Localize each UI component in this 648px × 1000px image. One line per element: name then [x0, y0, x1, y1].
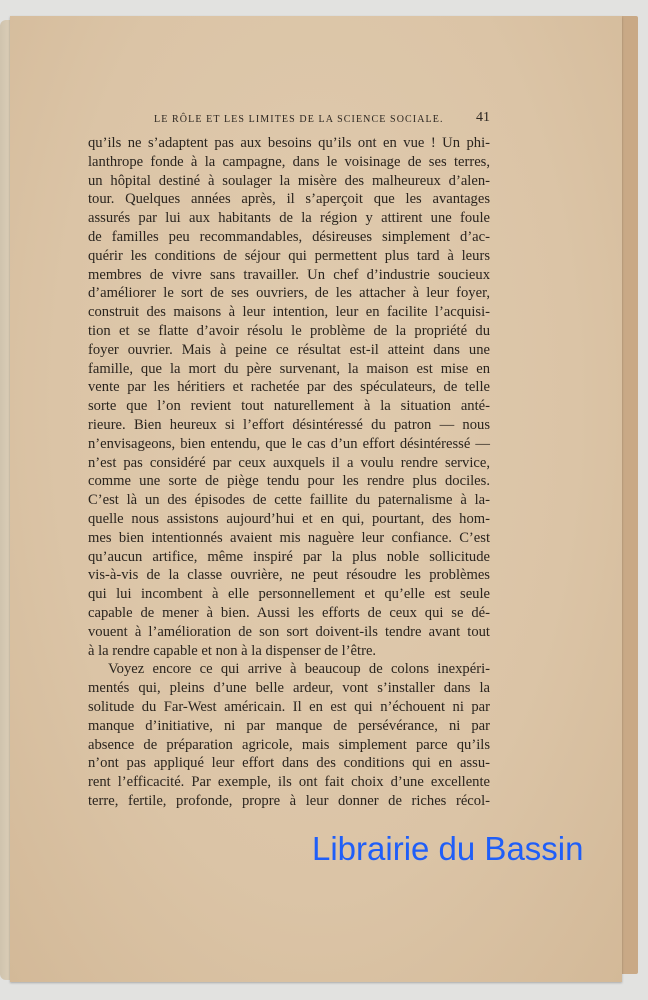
- text-line: n’ont pas appliqué leur effort dans des conditions qui en assu-: [88, 755, 490, 772]
- page-body-text: [88, 134, 490, 811]
- running-head-title: LE RÔLE ET LES LIMITES DE LA SCIENCE SOCIALE.: [154, 114, 444, 125]
- running-head: [88, 112, 490, 130]
- text-line: mentés qui, pleins d’une belle ardeur, vont s’installer dans la: [88, 680, 490, 697]
- text-line: lanthrope fonde à la campagne, dans le voisinage de ses terres,: [88, 153, 490, 170]
- text-line: rieure. Bien heureux si l’effort désintéressé du patron — nous: [88, 416, 490, 433]
- text-line: mes bien intentionnés avaient mis naguère leur confiance. C’est: [88, 529, 490, 546]
- text-line: n’envisageons, bien entendu, que le cas d’un effort désintéressé —: [88, 435, 490, 452]
- text-line: C’est là un des épisodes de cette faillite du paternalisme à la-: [88, 492, 490, 509]
- text-line: vis-à-vis de la classe ouvrière, ne peut résoudre les problèmes: [88, 567, 490, 584]
- text-line: capable de mener à bien. Aussi les efforts de ceux qui se dé-: [88, 604, 490, 621]
- text-line: famille, que la mort du père survenant, la maison est mise en: [88, 360, 490, 377]
- text-line: manque d’initiative, ni par manque de persévérance, ni par: [88, 717, 490, 734]
- text-line: foyer ouvrier. Mais à peine ce résultat est-il atteint dans une: [88, 341, 490, 358]
- text-line: n’est pas considéré par ceux auxquels il a voulu rendre service,: [88, 454, 490, 471]
- text-line: tion et se flatte d’avoir résolu le problème de la propriété du: [88, 322, 490, 339]
- text-line: assurés par lui aux habitants de la région y attirent une foule: [88, 210, 490, 227]
- text-line: quelle nous assistons aujourd’hui et en qui, pourtant, des hom-: [88, 510, 490, 527]
- text-line: à la rendre capable et non à la dispenser de l’être.: [88, 642, 377, 659]
- text-line: comme une sorte de piège tendu pour les rendre plus dociles.: [88, 473, 490, 490]
- page-number: 41: [476, 110, 490, 125]
- text-line: absence de préparation agricole, mais simplement parce qu’ils: [88, 736, 490, 753]
- text-line: qui lui incombent à elle personnellement et qu’elle est seule: [88, 586, 490, 603]
- text-line: qu’ils ne s’adaptent pas aux besoins qu’ils ont en vue ! Un phi-: [88, 135, 490, 151]
- text-line: solitude du Far-West américain. Il en est qui n’échouent ni par: [88, 698, 490, 715]
- text-line: Voyez encore ce qui arrive à beaucoup de colons inexpéri-: [108, 661, 490, 678]
- text-line: sorte que l’on revient tout naturellement à la situation anté-: [88, 398, 490, 415]
- text-line: construit des maisons à leur intention, leur en facilite l’acquisi-: [88, 304, 490, 321]
- text-line: rent l’efficacité. Par exemple, ils ont fait choix d’une excellente: [88, 774, 490, 791]
- text-line: de familles peu recommandables, désireuses simplement d’ac-: [88, 228, 490, 245]
- text-line: tour. Quelques années après, il s’aperçoit que les avantages: [88, 191, 490, 208]
- text-line: membres de vivre sans travailler. Un chef d’industrie soucieux: [88, 266, 490, 283]
- watermark: Librairie du Bassin: [312, 830, 584, 867]
- text-line: vente par les héritiers et rachetée par des spéculateurs, de telle: [88, 379, 490, 396]
- text-line: qu’aucun artifice, même inspiré par la plus noble sollicitude: [88, 548, 490, 565]
- text-line: quérir les conditions de séjour qui permettent plus tard à leurs: [88, 247, 490, 264]
- text-line: un hôpital destiné à soulager la misère des malheureux d’alen-: [88, 172, 490, 189]
- text-line: vouent à l’amélioration de son sort doivent-ils tendre avant tout: [88, 623, 490, 640]
- text-line: terre, fertile, profonde, propre à leur donner de riches récol-: [88, 792, 490, 809]
- text-line: d’améliorer le sort de ses ouvriers, de les attacher à leur foyer,: [88, 285, 490, 302]
